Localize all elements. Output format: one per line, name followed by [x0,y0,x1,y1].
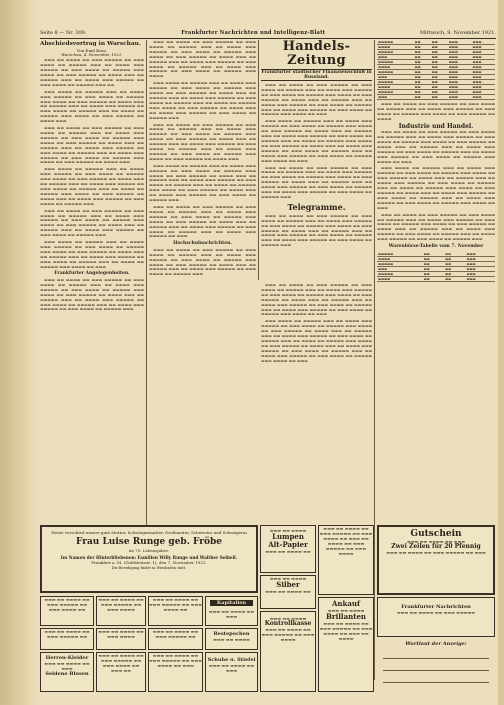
article-body: ▬▬▬ ▬▬ ▬▬▬▬ ▬▬ ▬▬▬ ▬▬▬▬▬ ▬▬ ▬▬▬ ▬▬▬▬ ▬▬ ▬▬▬▬▬ ▬▬▬ ▬▬ ▬▬▬▬ ▬▬▬ ▬▬▬▬▬ ▬▬ ▬▬▬ ▬▬▬▬ ▬▬ ▬▬▬▬▬ ▬▬▬ ▬▬▬▬ ▬▬ ▬▬▬ ▬▬▬▬▬ ▬▬ ▬▬▬▬ ▬▬▬ ▬▬ ▬▬▬▬▬ ▬▬▬ ▬▬ ▬▬▬▬ ▬▬▬ ▬▬▬▬▬ ▬▬ ▬▬▬ ▬▬▬▬ ▬▬ ▬▬▬▬▬ ▬▬▬ ▬▬ ▬▬▬▬ ▬▬▬ ▬▬▬▬▬ ▬▬ ▬▬▬ ▬▬▬▬ ▬▬ ▬▬▬▬▬ ▬▬▬ ▬▬▬▬ ▬▬ ▬▬▬ ▬▬▬ ▬▬▬▬ ▬▬ ▬▬▬▬▬ ▬▬▬ ▬▬ ▬▬▬▬ ▬▬▬ ▬▬▬▬▬ ▬▬ ▬▬▬ ▬▬▬▬ ▬▬ ▬▬▬▬▬ ▬▬▬ ▬▬▬▬ ▬▬ ▬▬▬ ▬▬▬▬▬ ▬▬ ▬▬▬▬ ▬▬▬ ▬▬ ▬▬▬▬▬ ▬▬▬ ▬▬ ▬▬▬▬ ▬▬▬ ▬▬▬▬▬ ▬▬ ▬▬▬ ▬▬▬▬ ▬▬ ▬▬▬▬▬ ▬▬▬ ▬▬ ▬▬▬▬ ▬▬ ▬▬▬▬▬ ▬▬▬ ▬▬▬▬ ▬▬ ▬▬▬ ▬▬▬▬▬ ▬▬ ▬▬▬▬ ▬▬▬ ▬▬ ▬▬▬▬ ▬▬▬ ▬▬▬▬▬ ▬▬ ▬▬▬ ▬▬▬▬ ▬▬ ▬▬▬▬▬ ▬▬▬ ▬▬ ▬▬▬▬ ▬▬▬ ▬▬▬▬▬ ▬▬ ▬▬▬ ▬▬▬▬ ▬▬ ▬▬▬▬▬ ▬▬▬ ▬▬▬▬ ▬▬ ▬▬▬ ▬▬▬ ▬▬ ▬▬▬▬ ▬▬ ▬▬▬ ▬▬▬▬▬ ▬▬ ▬▬▬ ▬▬▬▬ ▬▬ ▬▬▬▬▬ ▬▬▬ ▬▬ ▬▬▬▬ ▬▬▬ ▬▬▬▬▬ ▬▬ ▬▬▬ ▬▬▬▬ ▬▬ ▬▬▬▬▬ ▬▬▬ ▬▬▬▬ ▬▬ ▬▬▬ ▬▬▬▬▬ ▬▬ ▬▬▬▬ ▬▬▬ ▬▬ ▬▬▬▬▬ ▬▬▬ ▬▬ ▬▬▬▬ ▬▬▬ ▬▬▬▬▬ ▬▬ ▬▬▬ ▬▬▬▬ ▬▬ ▬▬▬▬▬ ▬▬▬ ▬▬ ▬▬▬▬ ▬▬▬ ▬▬▬▬▬ ▬▬ ▬▬▬ ▬▬▬▬ ▬▬ ▬▬▬▬▬ ▬▬▬ [377,129,495,242]
column-3-lower [261,283,372,523]
frankfurter-nachrichten-heading: Frankfurter Nachrichten [401,604,471,610]
classified-ad: ▬▬▬ ▬▬ ▬▬▬▬ ▬▬ ▬▬▬ ▬▬▬▬▬ ▬▬ [40,628,94,650]
ankauf-ad: Ankauf ▬▬▬ ▬▬ ▬▬▬▬ Brillanten ▬▬▬ ▬▬ ▬▬▬▬ ▬▬ ▬▬▬ ▬▬▬▬▬ ▬▬ ▬▬▬ ▬▬▬▬ ▬▬ ▬▬▬ ▬▬ ▬▬▬▬ [318,597,374,692]
gutschein-ad: Gutschein ▬▬▬ ▬▬ ▬▬▬▬ ▬▬ ▬▬▬ Zwei Zeilen für 20 Pfennig ▬▬▬ ▬▬ ▬▬▬▬ ▬▬ ▬▬▬ ▬▬▬▬▬ ▬▬ ▬▬▬ [377,525,495,595]
write-line [383,664,489,671]
header-date: Mittwoch, 9. November 1921. [420,30,496,36]
schuhe-heading: Schuhe u. Stiefel [207,657,256,663]
resteposten-ad: Restepochen ▬▬▬ ▬▬ ▬▬▬▬ [205,628,258,650]
telegrams-heading: Telegramme. [287,201,346,212]
article-dateline: Warschau, 4. November 1921. [61,52,123,58]
obituary-age: im 75. Lebensjahre. [128,548,170,553]
write-line [383,676,489,683]
classified-ad: ▬▬▬ ▬▬ ▬▬▬▬ ▬▬ ▬▬▬ ▬▬▬▬▬ ▬▬ ▬▬▬ ▬▬▬▬ ▬▬ ▬▬▬ ▬▬ [96,652,146,692]
frankfurter-nachrichten-ad: Frankfurter Nachrichten ▬▬▬ ▬▬ ▬▬▬▬ ▬▬ ▬▬▬ ▬▬▬▬▬ [377,597,495,637]
classified-ad: ▬▬▬ ▬▬ ▬▬▬▬ ▬▬ ▬▬▬ ▬▬▬▬▬ ▬▬ [148,628,203,650]
page-binding-shadow [0,0,38,705]
kontrollkasse-heading: Kontrollkasse [264,620,312,627]
section-heading: Frankfurter Angelegenheiten. [54,271,130,277]
column-4 [377,40,495,385]
wortlaut-field [377,639,495,692]
article-body: ▬▬▬ ▬▬ ▬▬▬▬ ▬▬ ▬▬▬ ▬▬▬▬▬ ▬▬ ▬▬▬ ▬▬▬▬ ▬▬ ▬▬▬▬▬ ▬▬▬ ▬▬ ▬▬▬▬ ▬▬▬ ▬▬▬▬▬ ▬▬ ▬▬▬ ▬▬▬▬ ▬▬ ▬▬▬▬▬ ▬▬▬ ▬▬▬▬ ▬▬ ▬▬▬ ▬▬▬▬▬ ▬▬ ▬▬▬▬ ▬▬▬ ▬▬ ▬▬▬▬▬ ▬▬▬ ▬▬ ▬▬▬▬ ▬▬▬ ▬▬▬▬▬ ▬▬ ▬▬▬ ▬▬▬▬ ▬▬ ▬▬▬▬▬ ▬▬▬ ▬▬ ▬▬▬▬ ▬▬▬ ▬▬▬▬▬ ▬▬ ▬▬▬ ▬▬▬▬ ▬▬ ▬▬▬▬▬ ▬▬▬ ▬▬▬▬ ▬▬▬ ▬▬▬▬ ▬▬ ▬▬▬▬▬ ▬▬▬ ▬▬ ▬▬▬▬ ▬▬▬ ▬▬▬▬▬ ▬▬ ▬▬▬ ▬▬▬▬ ▬▬ ▬▬▬▬▬ ▬▬▬ ▬▬▬▬ ▬▬ ▬▬▬ ▬▬▬▬▬ ▬▬ ▬▬▬▬ ▬▬▬ ▬▬ ▬▬▬▬▬ ▬▬▬ ▬▬ ▬▬▬▬ ▬▬▬ ▬▬▬▬▬ ▬▬ ▬▬▬ ▬▬▬▬ ▬▬ ▬▬▬▬▬ ▬▬▬ ▬▬ ▬▬▬▬ ▬▬ ▬▬▬▬▬ ▬▬▬ ▬▬▬▬ ▬▬ ▬▬▬ ▬▬▬▬▬ ▬▬ ▬▬▬▬ ▬▬▬ ▬▬ ▬▬▬▬ ▬▬▬ ▬▬▬▬▬ ▬▬ ▬▬▬ ▬▬▬▬ ▬▬ ▬▬▬▬▬ ▬▬▬ ▬▬▬ ▬▬ ▬▬▬▬ ▬▬ ▬▬▬ ▬▬▬▬▬ ▬▬ ▬▬▬ ▬▬▬▬ ▬▬ ▬▬▬▬▬ ▬▬▬ ▬▬ ▬▬▬▬ ▬▬▬ ▬▬▬▬▬ ▬▬ ▬▬▬ ▬▬▬▬ ▬▬ ▬▬▬▬▬ ▬▬▬ ▬▬▬▬ ▬▬ ▬▬▬ ▬▬▬▬▬ ▬▬ ▬▬▬▬ ▬▬▬ ▬▬ ▬▬▬▬▬ ▬▬▬ ▬▬ ▬▬▬▬ ▬▬▬ ▬▬▬▬▬ ▬▬ ▬▬▬ ▬▬▬▬ ▬▬ ▬▬▬▬▬ ▬▬▬ ▬▬ ▬▬▬▬ ▬▬▬ ▬▬▬▬▬ ▬▬ ▬▬▬ ▬▬▬▬ ▬▬ ▬▬▬▬▬ ▬▬▬ ▬▬▬▬ ▬▬ ▬▬▬ ▬▬▬▬▬ ▬▬ ▬▬▬▬ ▬▬▬ ▬▬▬ ▬▬▬▬ ▬▬ ▬▬▬▬▬ ▬▬▬ ▬▬ ▬▬▬▬ ▬▬▬ ▬▬▬▬▬ ▬▬ ▬▬▬ ▬▬▬▬ ▬▬ ▬▬▬▬▬ ▬▬▬ ▬▬▬▬ ▬▬ ▬▬▬ ▬▬▬▬▬ ▬▬ ▬▬▬▬ ▬▬▬ ▬▬ ▬▬▬▬▬ ▬▬▬ ▬▬ ▬▬▬▬ ▬▬▬ ▬▬▬▬▬ ▬▬ ▬▬▬ ▬▬▬▬ ▬▬ ▬▬▬▬▬ ▬▬▬ ▬▬ ▬▬▬▬ ▬▬ ▬▬▬▬▬ ▬▬▬ ▬▬▬▬ ▬▬ ▬▬▬ ▬▬▬▬▬ ▬▬ ▬▬▬▬ ▬▬▬ ▬▬ ▬▬▬▬ ▬▬▬ ▬▬▬▬▬ ▬▬ ▬▬▬ ▬▬▬▬ ▬▬ ▬▬▬▬▬ ▬▬▬ ▬▬▬ ▬▬ ▬▬▬▬ ▬▬ ▬▬▬ ▬▬▬▬▬ ▬▬ ▬▬▬ ▬▬▬▬ ▬▬ ▬▬▬▬▬ ▬▬▬ ▬▬ ▬▬▬▬ ▬▬▬ ▬▬▬▬▬ ▬▬ ▬▬▬ ▬▬▬▬ ▬▬ ▬▬▬▬▬ ▬▬▬ ▬▬▬▬ ▬▬ ▬▬▬ ▬▬▬▬▬ ▬▬ ▬▬▬▬ ▬▬▬ ▬▬ ▬▬▬▬▬ ▬▬▬ ▬▬ ▬▬▬▬ ▬▬▬ ▬▬▬▬▬ ▬▬ ▬▬▬ ▬▬▬▬ ▬▬ ▬▬▬▬▬ ▬▬▬ ▬▬ ▬▬▬▬ ▬▬▬ ▬▬▬▬▬ ▬▬ ▬▬▬ [149,40,256,239]
classified-ad: ▬▬▬ ▬▬ ▬▬▬▬ ▬▬ ▬▬▬ ▬▬▬▬ [96,628,146,650]
article-body: ▬▬▬ ▬▬ ▬▬▬▬ ▬▬ ▬▬▬ ▬▬▬▬▬ ▬▬ ▬▬▬ ▬▬▬▬ ▬▬ ▬▬▬▬▬ ▬▬▬ ▬▬ ▬▬▬▬ ▬▬▬ ▬▬▬▬▬ ▬▬ ▬▬▬ ▬▬▬▬ ▬▬ ▬▬▬▬▬ ▬▬▬ ▬▬▬▬ ▬▬ ▬▬▬ ▬▬▬▬▬ ▬▬ ▬▬▬▬ ▬▬▬ ▬▬ ▬▬▬▬▬ ▬▬▬ ▬▬ ▬▬▬▬ ▬▬▬ ▬▬▬▬▬ ▬▬ ▬▬▬ ▬▬▬▬ ▬▬ ▬▬▬▬▬ ▬▬▬ ▬▬ ▬▬▬ ▬▬▬▬ ▬▬ ▬▬▬▬▬ ▬▬▬ ▬▬ ▬▬▬▬ ▬▬▬ ▬▬▬▬▬ ▬▬ ▬▬▬ ▬▬▬▬ ▬▬ ▬▬▬▬▬ ▬▬▬ ▬▬▬▬ ▬▬ ▬▬▬ ▬▬▬▬▬ ▬▬ ▬▬▬▬ ▬▬▬ ▬▬ ▬▬▬▬▬ ▬▬▬ ▬▬ ▬▬▬▬ ▬▬▬ ▬▬▬▬▬ ▬▬ ▬▬▬ ▬▬▬▬ ▬▬ ▬▬▬▬▬ ▬▬▬ ▬▬ ▬▬▬▬ ▬▬ ▬▬▬▬▬ ▬▬▬ ▬▬▬▬ ▬▬ ▬▬▬ ▬▬▬▬▬ ▬▬ ▬▬▬▬ ▬▬▬ ▬▬▬ ▬▬ ▬▬▬▬ ▬▬ ▬▬▬ ▬▬▬▬▬ ▬▬ ▬▬▬ ▬▬▬▬ ▬▬ ▬▬▬▬▬ ▬▬▬ ▬▬ ▬▬▬▬ ▬▬▬ ▬▬▬▬▬ ▬▬ ▬▬▬ ▬▬▬▬ ▬▬ ▬▬▬▬▬ ▬▬▬ ▬▬▬▬ ▬▬ ▬▬▬ ▬▬▬▬▬ ▬▬ ▬▬▬▬ ▬▬▬ ▬▬ ▬▬▬▬▬ ▬▬▬ ▬▬ ▬▬▬▬ ▬▬▬ ▬▬▬▬▬ ▬▬ ▬▬▬ ▬▬▬▬ ▬▬ ▬▬▬▬▬ ▬▬▬ ▬▬ ▬▬▬▬ ▬▬▬ ▬▬▬▬▬ ▬▬ ▬▬▬ ▬▬▬▬ ▬▬ ▬▬▬▬▬ ▬▬▬ ▬▬▬▬ ▬▬ ▬▬▬ ▬▬▬▬▬ ▬▬ ▬▬▬▬ ▬▬▬ ▬▬▬ ▬▬▬▬ ▬▬ ▬▬▬▬▬ ▬▬▬ ▬▬ ▬▬▬▬ ▬▬▬ ▬▬▬▬▬ ▬▬ ▬▬▬ ▬▬▬▬ ▬▬ ▬▬▬▬▬ ▬▬▬ ▬▬▬▬ ▬▬ ▬▬▬ ▬▬▬▬▬ ▬▬ ▬▬▬▬ ▬▬▬ ▬▬ ▬▬▬▬▬ ▬▬▬ ▬▬ ▬▬▬▬ ▬▬▬ ▬▬▬▬▬ ▬▬ ▬▬▬ ▬▬▬▬ ▬▬ ▬▬▬▬▬ ▬▬▬ ▬▬ ▬▬▬▬ ▬▬ ▬▬▬▬▬ ▬▬▬ ▬▬▬▬ ▬▬ ▬▬▬ ▬▬▬▬▬ ▬▬ ▬▬▬▬ ▬▬▬ ▬▬ ▬▬▬▬ ▬▬▬ ▬▬▬▬▬ ▬▬ ▬▬▬ ▬▬▬▬ ▬▬ ▬▬▬▬▬ ▬▬▬ ▬▬▬ ▬▬ ▬▬▬▬ ▬▬ ▬▬▬ ▬▬▬▬▬ ▬▬ ▬▬▬ ▬▬▬▬ ▬▬ ▬▬▬▬▬ ▬▬▬ ▬▬ ▬▬▬▬ ▬▬▬ ▬▬▬▬▬ ▬▬ ▬▬▬ ▬▬▬▬ ▬▬ ▬▬▬▬▬ ▬▬▬ ▬▬▬▬ ▬▬ ▬▬▬ ▬▬▬▬▬ ▬▬ ▬▬▬▬ ▬▬▬ ▬▬ ▬▬▬▬▬ ▬▬▬ ▬▬ ▬▬▬▬ ▬▬▬ ▬▬▬▬▬ ▬▬ ▬▬▬ ▬▬▬▬ ▬▬ ▬▬▬▬▬ ▬▬▬ ▬▬▬ ▬▬▬▬ ▬▬ ▬▬▬▬▬ ▬▬▬ ▬▬ ▬▬▬▬ ▬▬▬ ▬▬▬▬▬ ▬▬ ▬▬▬ ▬▬▬▬ ▬▬ ▬▬▬▬▬ ▬▬▬ ▬▬▬▬ ▬▬ ▬▬▬ ▬▬▬▬▬ ▬▬ ▬▬▬▬ ▬▬▬ ▬▬ ▬▬▬▬▬ ▬▬▬ ▬▬ ▬▬▬▬ ▬▬▬ ▬▬▬▬▬ ▬▬ ▬▬▬ ▬▬▬▬ ▬▬ ▬▬▬▬▬ ▬▬▬ ▬▬ ▬▬▬▬ ▬▬ ▬▬▬▬▬ ▬▬▬ ▬▬▬▬ ▬▬ ▬▬▬ [40,57,144,269]
lumpen-ad: ▬▬▬ ▬▬ ▬▬▬▬ Lumpen Alt-Papier ▬▬▬ ▬▬ ▬▬▬▬ ▬▬ [260,525,316,573]
section-heading: Hochschulnachrichten. [173,241,232,247]
obituary-place: Frankfurt a. M. (Goldsteinstr. 1), den 7. November 1921. [91,560,207,565]
column-rule [374,40,375,680]
resteposten-heading: Restepochen [213,631,250,637]
table-title: Warenbörse-Tabelle vom 7. November [388,244,484,250]
gutschein-offer: Zwei Zeilen für 20 Pfennig [391,543,481,550]
column-rule [146,40,147,535]
kapitalien-ad: Kapitalien ▬▬▬ ▬▬ ▬▬▬▬ ▬▬ ▬▬▬ [205,596,258,626]
newspaper-sheet [40,28,496,693]
commodity-table: ▬▬▬▬▬ ▬▬ ▬▬ ▬▬▬ ▬▬▬▬ ▬▬ ▬▬ ▬▬▬ ▬▬▬▬▬ ▬▬ ▬▬ ▬▬▬ ▬▬▬ ▬▬ ▬▬ ▬▬▬ ▬▬▬▬▬ ▬▬ ▬▬ ▬▬▬ ▬▬▬▬ ▬▬ ▬▬ ▬▬▬ [377,252,495,282]
wortlaut-heading: Wortlaut der Anzeige: [405,641,467,647]
herrenkleider-heading: Herren-Kleider [45,655,89,661]
article-headline: Abschiedsvortrag in Warschau. [40,41,141,47]
obituary-family: Im Namen der Hinterbliebenen: Familien Willy Runge und Walther Seibell. [60,555,238,560]
business-section-subtitle: Frankfurter städtischer Finanzsenschluß in Russland. [261,70,372,80]
ankauf-heading: Ankauf [331,599,360,608]
classified-ad: ▬▬▬ ▬▬ ▬▬▬▬ ▬▬ ▬▬▬ ▬▬▬▬▬ ▬▬ ▬▬▬ ▬▬▬▬ ▬▬ [40,596,94,626]
page-header [40,28,496,39]
article-byline: Von Emil Krau. [76,47,108,53]
article-body: ▬▬▬ ▬▬ ▬▬▬▬ ▬▬ ▬▬▬ ▬▬▬▬▬ ▬▬ ▬▬▬ ▬▬▬▬ ▬▬ ▬▬▬▬▬ ▬▬▬ ▬▬ ▬▬▬▬ ▬▬▬ ▬▬▬▬▬ ▬▬ ▬▬▬ ▬▬▬▬ ▬▬ ▬▬▬▬▬ ▬▬▬ ▬▬▬▬ ▬▬ ▬▬▬ ▬▬▬▬▬ ▬▬ ▬▬▬▬ ▬▬▬ ▬▬ ▬▬▬▬▬ ▬▬▬ ▬▬ ▬▬▬▬ ▬▬▬ ▬▬▬▬▬ ▬▬ ▬▬▬ ▬▬▬▬ ▬▬ ▬▬▬▬▬ ▬▬▬ ▬▬ ▬▬▬▬ ▬▬▬ ▬▬▬▬▬ ▬▬ ▬▬▬ ▬▬▬▬ ▬▬ ▬▬▬▬▬ ▬▬▬ [261,212,372,248]
column-3 [261,40,372,280]
column-rule [258,40,259,280]
page-edge [498,0,504,705]
classified-ad: ▬▬▬ ▬▬ ▬▬▬▬ ▬▬ ▬▬▬ ▬▬▬▬▬ ▬▬ ▬▬▬ ▬▬▬▬ ▬▬ ▬▬▬ ▬▬ ▬▬▬▬ ▬▬ ▬▬▬ ▬▬▬▬▬ ▬▬ ▬▬▬ ▬▬▬▬ [318,525,374,595]
classified-ad: ▬▬▬ ▬▬ ▬▬▬▬ ▬▬ ▬▬▬ ▬▬▬▬▬ ▬▬ ▬▬▬ ▬▬▬▬ [96,596,146,626]
schuhe-ad: Schuhe u. Stiefel ▬▬▬ ▬▬ ▬▬▬▬ ▬▬ ▬▬▬ [205,652,258,692]
article-body: ▬▬▬ ▬▬ ▬▬▬▬ ▬▬ ▬▬▬ ▬▬▬▬▬ ▬▬ ▬▬▬ ▬▬▬▬ ▬▬ ▬▬▬▬▬ ▬▬▬ ▬▬ ▬▬▬▬ ▬▬▬ ▬▬▬▬▬ ▬▬ ▬▬▬ ▬▬▬▬ ▬▬ ▬▬▬▬▬ ▬▬▬ ▬▬▬▬ ▬▬ ▬▬▬ ▬▬▬▬▬ ▬▬ ▬▬▬▬ ▬▬▬ ▬▬ ▬▬▬▬▬ ▬▬▬ ▬▬ ▬▬▬▬ ▬▬▬ ▬▬▬▬▬ ▬▬ ▬▬▬ ▬▬▬▬ ▬▬ ▬▬▬▬▬ ▬▬▬ ▬▬ ▬▬▬▬ ▬▬▬ ▬▬▬▬▬ ▬▬ ▬▬▬ ▬▬▬▬ ▬▬ ▬▬▬▬▬ ▬▬▬ ▬▬▬▬ ▬▬ ▬▬▬ ▬▬▬ ▬▬▬▬ ▬▬ ▬▬▬▬▬ ▬▬▬ ▬▬ ▬▬▬▬ ▬▬▬ ▬▬▬▬▬ ▬▬ ▬▬▬ ▬▬▬▬ ▬▬ ▬▬▬▬▬ ▬▬▬ ▬▬▬▬ ▬▬ ▬▬▬ ▬▬▬▬▬ ▬▬ ▬▬▬▬ ▬▬▬ ▬▬ ▬▬▬▬▬ ▬▬▬ ▬▬ ▬▬▬▬ ▬▬▬ ▬▬▬▬▬ ▬▬ ▬▬▬ ▬▬▬▬ ▬▬ ▬▬▬▬▬ ▬▬▬ ▬▬ ▬▬▬▬ ▬▬ ▬▬▬▬▬ ▬▬▬ ▬▬▬▬ ▬▬ ▬▬▬ ▬▬▬▬▬ ▬▬ ▬▬▬▬ ▬▬▬ ▬▬ ▬▬▬▬ ▬▬▬ ▬▬▬▬▬ ▬▬ ▬▬▬ ▬▬▬▬ ▬▬ ▬▬▬▬▬ ▬▬▬ ▬▬ ▬▬▬▬ ▬▬▬ ▬▬▬▬▬ ▬▬ ▬▬▬ ▬▬▬▬ ▬▬ ▬▬▬▬▬ ▬▬▬ ▬▬▬▬ ▬▬ ▬▬▬ [261,283,372,363]
price-table: ▬▬▬▬▬ ▬▬ ▬▬ ▬▬▬ ▬▬▬ ▬▬▬▬ ▬▬ ▬▬ ▬▬▬ ▬▬▬ ▬▬▬▬▬ ▬▬ ▬▬ ▬▬▬ ▬▬▬ ▬▬▬ ▬▬ ▬▬ ▬▬▬ ▬▬▬ ▬▬▬▬▬ ▬▬ ▬▬ ▬▬▬ ▬▬▬ ▬▬▬▬ ▬▬ ▬▬ ▬▬▬ ▬▬▬ ▬▬▬▬▬ ▬▬ ▬▬ ▬▬▬ ▬▬▬ ▬▬▬ ▬▬ ▬▬ ▬▬▬ ▬▬▬ ▬▬▬▬▬ ▬▬ ▬▬ ▬▬▬ ▬▬▬ ▬▬▬▬ ▬▬ ▬▬ ▬▬▬ ▬▬▬ ▬▬▬▬▬ ▬▬ ▬▬ ▬▬▬ ▬▬▬ ▬▬▬ ▬▬ ▬▬ ▬▬▬ ▬▬▬ [377,40,495,100]
column-1 [40,40,144,525]
altpapier-heading: Alt-Papier [268,540,308,549]
lumpen-heading: Lumpen [272,532,304,541]
herrenkleider-ad: Herren-Kleider ▬▬▬ ▬▬ ▬▬▬▬ ▬▬ ▬▬▬ Seidene Blusen [40,652,94,692]
section-heading: Industrie und Handel. [398,122,474,130]
header-page-number: Seite 8 — Nr. 309. [40,30,87,36]
brillanten-heading: Brillanten [326,612,366,621]
gutschein-heading: Gutschein [410,529,462,539]
article-body: ▬▬▬ ▬▬ ▬▬▬▬ ▬▬ ▬▬▬ ▬▬▬▬▬ ▬▬ ▬▬▬ ▬▬▬▬ ▬▬ ▬▬▬▬▬ ▬▬▬ ▬▬ ▬▬▬▬ ▬▬▬ ▬▬▬▬▬ ▬▬ ▬▬▬ ▬▬▬▬ ▬▬ ▬▬▬▬▬ ▬▬▬ ▬▬▬▬ ▬▬ ▬▬▬ ▬▬▬▬▬ ▬▬ ▬▬▬▬ ▬▬▬ ▬▬ ▬▬▬▬▬ ▬▬▬ ▬▬ ▬▬▬▬ ▬▬▬ ▬▬▬▬▬ ▬▬ ▬▬▬ ▬▬▬▬ ▬▬ ▬▬▬▬▬ ▬▬▬ ▬▬ ▬▬▬▬ ▬▬▬ ▬▬▬▬▬ ▬▬ ▬▬▬ ▬▬▬▬ ▬▬ ▬▬▬▬▬ ▬▬▬ [40,276,144,312]
kontrollkasse-ad: ▬▬▬ ▬▬ ▬▬▬▬ Kontrollkasse ▬▬▬ ▬▬ ▬▬▬▬ ▬▬ ▬▬▬ ▬▬▬▬▬ ▬▬ ▬▬▬ ▬▬▬▬ [260,611,316,692]
classified-ad: ▬▬▬ ▬▬ ▬▬▬▬ ▬▬ ▬▬▬ ▬▬▬▬▬ ▬▬ ▬▬▬ ▬▬▬▬ ▬▬ ▬▬▬ [148,652,203,692]
business-section-title: Handels-Zeitung [282,40,351,68]
header-masthead: Frankfurter Nachrichten und Intelligenz-Blatt [181,30,326,36]
column-2 [149,40,256,525]
obituary-note: Die Beerdigung findet in Wiesbaden statt. [111,566,187,570]
obituary-intro: Heute verschied unsere gute Mutter, Schwiegermutter, Großmutter, Schwester und Schwägerin [51,530,247,535]
seidene-blusen-heading: Seidene Blusen [45,671,89,677]
classified-ad: ▬▬▬ ▬▬ ▬▬▬▬ ▬▬ ▬▬▬ ▬▬▬▬▬ ▬▬ ▬▬▬ ▬▬▬▬ ▬▬ [148,596,203,626]
write-line [383,652,489,659]
obituary-name: Frau Luise Runge geb. Fröbe [76,537,222,547]
article-body: ▬▬▬ ▬▬ ▬▬▬▬ ▬▬ ▬▬▬ ▬▬▬▬▬ ▬▬ ▬▬▬ ▬▬▬▬ ▬▬ ▬▬▬▬▬ ▬▬▬ ▬▬ ▬▬▬▬ ▬▬▬ ▬▬▬▬▬ ▬▬ ▬▬▬ ▬▬▬▬ ▬▬ ▬▬▬▬▬ ▬▬▬ ▬▬▬▬ ▬▬ ▬▬▬ ▬▬▬▬▬ ▬▬ ▬▬▬▬ ▬▬▬ ▬▬ ▬▬▬▬▬ ▬▬▬ ▬▬ ▬▬▬▬ ▬▬▬ ▬▬▬▬▬ ▬▬ ▬▬▬ ▬▬▬▬ ▬▬ ▬▬▬▬▬ ▬▬▬ ▬▬ ▬▬▬▬ ▬▬▬ ▬▬▬▬▬ ▬▬ ▬▬▬ ▬▬▬▬ ▬▬ ▬▬▬▬▬ ▬▬▬ ▬▬▬▬ ▬▬ ▬▬▬ ▬▬▬ ▬▬▬▬ ▬▬ ▬▬▬▬▬ ▬▬▬ ▬▬ ▬▬▬▬ ▬▬▬ ▬▬▬▬▬ ▬▬ ▬▬▬ ▬▬▬▬ ▬▬ ▬▬▬▬▬ ▬▬▬ ▬▬▬▬ ▬▬ ▬▬▬ ▬▬▬▬▬ ▬▬ ▬▬▬▬ ▬▬▬ ▬▬ ▬▬▬▬▬ ▬▬▬ ▬▬ ▬▬▬▬ ▬▬▬ ▬▬▬▬▬ ▬▬ ▬▬▬ ▬▬▬▬ ▬▬ ▬▬▬▬▬ ▬▬▬ ▬▬ ▬▬▬▬ ▬▬ ▬▬▬▬▬ ▬▬▬ ▬▬▬▬ ▬▬ ▬▬▬ ▬▬▬▬▬ ▬▬ ▬▬▬▬ ▬▬▬ ▬▬ ▬▬▬▬ ▬▬▬ ▬▬▬▬▬ ▬▬ ▬▬▬ ▬▬▬▬ ▬▬ ▬▬▬▬▬ ▬▬▬ ▬▬ ▬▬▬▬ ▬▬▬ ▬▬▬▬▬ ▬▬ ▬▬▬ ▬▬▬▬ ▬▬ ▬▬▬▬▬ ▬▬▬ ▬▬▬▬ ▬▬ ▬▬▬ ▬▬▬ ▬▬ ▬▬▬▬ ▬▬ ▬▬▬ ▬▬▬▬▬ ▬▬ ▬▬▬ ▬▬▬▬ ▬▬ ▬▬▬▬▬ ▬▬▬ ▬▬ ▬▬▬▬ ▬▬▬ ▬▬▬▬▬ ▬▬ ▬▬▬ ▬▬▬▬ ▬▬ ▬▬▬▬▬ ▬▬▬ ▬▬▬▬ ▬▬ ▬▬▬ ▬▬▬▬▬ ▬▬ ▬▬▬▬ ▬▬▬ ▬▬ ▬▬▬▬▬ ▬▬▬ ▬▬ ▬▬▬▬ ▬▬▬ ▬▬▬▬▬ ▬▬ ▬▬▬ ▬▬▬▬ ▬▬ ▬▬▬▬▬ ▬▬▬ ▬▬ ▬▬▬▬ ▬▬▬ ▬▬▬▬▬ ▬▬ ▬▬▬ ▬▬▬▬ ▬▬ ▬▬▬▬▬ ▬▬▬ [261,82,372,199]
silber-heading: Silber [276,580,300,589]
obituary-notice [40,525,258,593]
silber-ad: ▬▬▬ ▬▬ ▬▬▬▬ Silber ▬▬▬ ▬▬ ▬▬▬▬ ▬▬ [260,575,316,609]
kapitalien-heading: Kapitalien [210,600,253,606]
article-body: ▬▬▬ ▬▬ ▬▬▬▬ ▬▬ ▬▬▬ ▬▬▬▬▬ ▬▬ ▬▬▬ ▬▬▬▬ ▬▬ ▬▬▬▬▬ ▬▬▬ ▬▬ ▬▬▬▬ ▬▬▬ ▬▬▬▬▬ ▬▬ ▬▬▬ ▬▬▬▬ ▬▬ ▬▬▬▬▬ ▬▬▬ ▬▬▬▬ ▬▬ ▬▬▬ ▬▬▬▬▬ ▬▬ ▬▬▬▬ [377,101,495,121]
article-body: ▬▬▬ ▬▬ ▬▬▬▬ ▬▬ ▬▬▬ ▬▬▬▬▬ ▬▬ ▬▬▬ ▬▬▬▬ ▬▬ ▬▬▬▬▬ ▬▬▬ ▬▬ ▬▬▬▬ ▬▬▬ ▬▬▬▬▬ ▬▬ ▬▬▬ ▬▬▬▬ ▬▬ ▬▬▬▬▬ ▬▬▬ ▬▬▬▬ ▬▬ ▬▬▬ ▬▬▬▬▬ ▬▬ ▬▬▬▬ ▬▬▬ ▬▬ ▬▬▬▬▬ ▬▬▬ ▬▬ ▬▬▬▬ ▬▬▬ ▬▬▬▬▬ ▬▬ ▬▬▬ ▬▬▬▬ ▬▬ ▬▬▬▬▬ ▬▬▬ [149,246,256,277]
